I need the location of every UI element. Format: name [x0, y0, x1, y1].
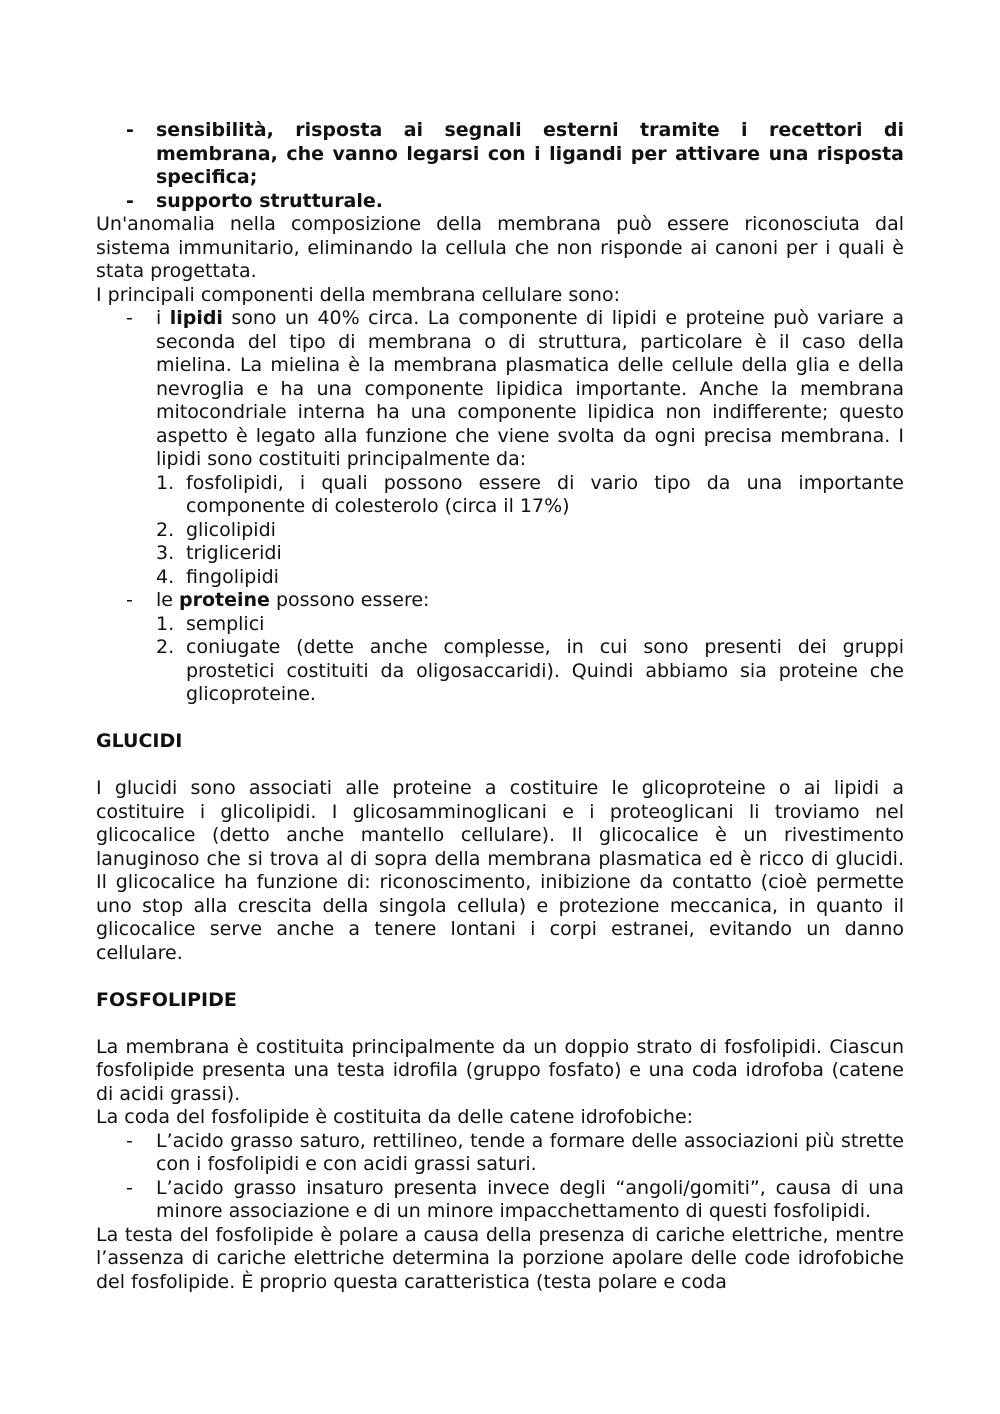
list-item-proteins	[96, 589, 904, 707]
numbered-item	[156, 566, 904, 590]
paragraph-fosfolipide-1: La membrana è costituita principalmente da un doppio strato di fosfolipidi. Ciascun fosfolipide presenta una testa idrofila (gruppo fosfato) e una coda idrofoba (catene di acidi grassi).	[96, 1035, 904, 1105]
item-number: 1.	[156, 612, 175, 635]
spacer	[96, 707, 904, 731]
bullet-dash: -	[126, 1176, 133, 1199]
proteins-numbered-list	[156, 613, 904, 707]
numbered-item	[156, 636, 904, 707]
paragraph-anomaly: Un'anomalia nella composizione della membrana può essere riconosciuta dal sistema immunitario, eliminando la cellula che non risponde ai canoni per i quali è stata progettata.	[96, 213, 904, 282]
item-text: fosfolipidi, i quali possono essere di vario tipo da una importante componente di colesterolo (circa il 17%)	[186, 471, 904, 517]
item-text: coniugate (dette anche complesse, in cui sono presenti dei gruppi prostetici costituiti da oligosaccaridi). Quindi abbiamo sia proteine che glicoproteine.	[186, 636, 904, 705]
list-item-lipids	[96, 307, 904, 589]
numbered-item	[156, 613, 904, 637]
spacer	[96, 754, 904, 778]
list-item	[96, 1177, 904, 1224]
text-rest: possono essere:	[269, 589, 430, 611]
fatty-acid-list	[96, 1130, 904, 1224]
item-text: trigliceridi	[186, 542, 282, 564]
item-number: 2.	[156, 518, 175, 541]
numbered-item	[156, 542, 904, 566]
paragraph-components-intro: I principali componenti della membrana cellulare sono:	[96, 283, 620, 306]
bullet-dash: -	[126, 307, 133, 329]
bullet-dash: -	[126, 1129, 133, 1152]
paragraph-glucidi: I glucidi sono associati alle proteine a costituire le glicoproteine o ai lipidi a costituire i glicolipidi. I glicosamminoglicani e i proteoglicani li troviamo nel glicocalice (detto anche mantello cellulare). Il glicocalice è un rivestimento lanuginoso che si trova al di sopra della membrana plasmatica ed è ricco di glucidi. Il glicocalice ha funzione di: riconoscimento, inibizione da contatto (cioè permette uno stop alla crescita della singola cellula) e protezione meccanica, in quanto il glicocalice serve anche a tenere lontani i corpi estranei, evitando un danno cellulare.	[96, 777, 904, 964]
paragraph-fosfolipide-3: La testa del fosfolipide è polare a causa della presenza di cariche elettriche, mentre l’assenza di cariche elettriche determina la porzione apolare delle code idrofobiche del fosfolipide. È proprio questa caratteristica (testa polare e coda	[96, 1223, 904, 1293]
list-item	[96, 1130, 904, 1177]
bullet-dash: -	[126, 589, 133, 611]
item-number: 2.	[156, 636, 175, 658]
item-number: 3.	[156, 542, 175, 564]
list-item	[96, 190, 904, 214]
bold-term: proteine	[179, 589, 270, 611]
text-prefix: i	[156, 307, 170, 329]
list-item-text: supporto strutturale.	[156, 189, 383, 212]
numbered-item	[156, 519, 904, 543]
spacer	[96, 965, 904, 989]
bold-term: lipidi	[169, 307, 223, 329]
paragraph-fosfolipide-2: La coda del fosfolipide è costituita da delle catene idrofobiche:	[96, 1106, 694, 1128]
heading-glucidi: GLUCIDI	[96, 730, 183, 752]
spacer	[96, 1012, 904, 1036]
bullet-dash: -	[126, 119, 134, 141]
list-item-text: L’acido grasso saturo, rettilineo, tende a formare delle associazioni più strette con i fosfolipidi e con acidi grassi saturi.	[156, 1129, 904, 1175]
list-item-text: L’acido grasso insaturo presenta invece degli “angoli/gomiti”, causa di una minore associazione e di un minore impacchettamento di questi fosfolipidi.	[156, 1176, 904, 1222]
intro-bullet-list	[96, 119, 904, 213]
list-item-text: sensibilità, risposta ai segnali esterni tramite i recettori di membrana, che vanno legarsi con i ligandi per attivare una risposta specifica;	[156, 119, 904, 188]
item-text: semplici	[186, 612, 265, 635]
heading-fosfolipide: FOSFOLIPIDE	[96, 988, 237, 1011]
numbered-item	[156, 472, 904, 519]
item-text: glicolipidi	[186, 518, 276, 541]
list-item	[96, 119, 904, 190]
item-text: fingolipidi	[186, 565, 279, 588]
item-number: 4.	[156, 565, 175, 588]
text-prefix: le	[156, 589, 180, 611]
bullet-dash: -	[126, 189, 134, 212]
item-number: 1.	[156, 471, 175, 494]
text-rest: sono un 40% circa. La componente di lipidi e proteine può variare a seconda del tipo di membrana o di struttura, particolare è il caso della mielina. La mielina è la membrana plasmatica delle cellule della glia e della nevroglia e ha una componente lipidica importante. Anche la membrana mitocondriale interna ha una componente lipidica non indifferente; questo aspetto è legato alla funzione che viene svolta da ogni precisa membrana. I lipidi sono costituiti principalmente da:	[156, 307, 904, 470]
lipids-numbered-list	[156, 472, 904, 590]
components-list	[96, 307, 904, 707]
